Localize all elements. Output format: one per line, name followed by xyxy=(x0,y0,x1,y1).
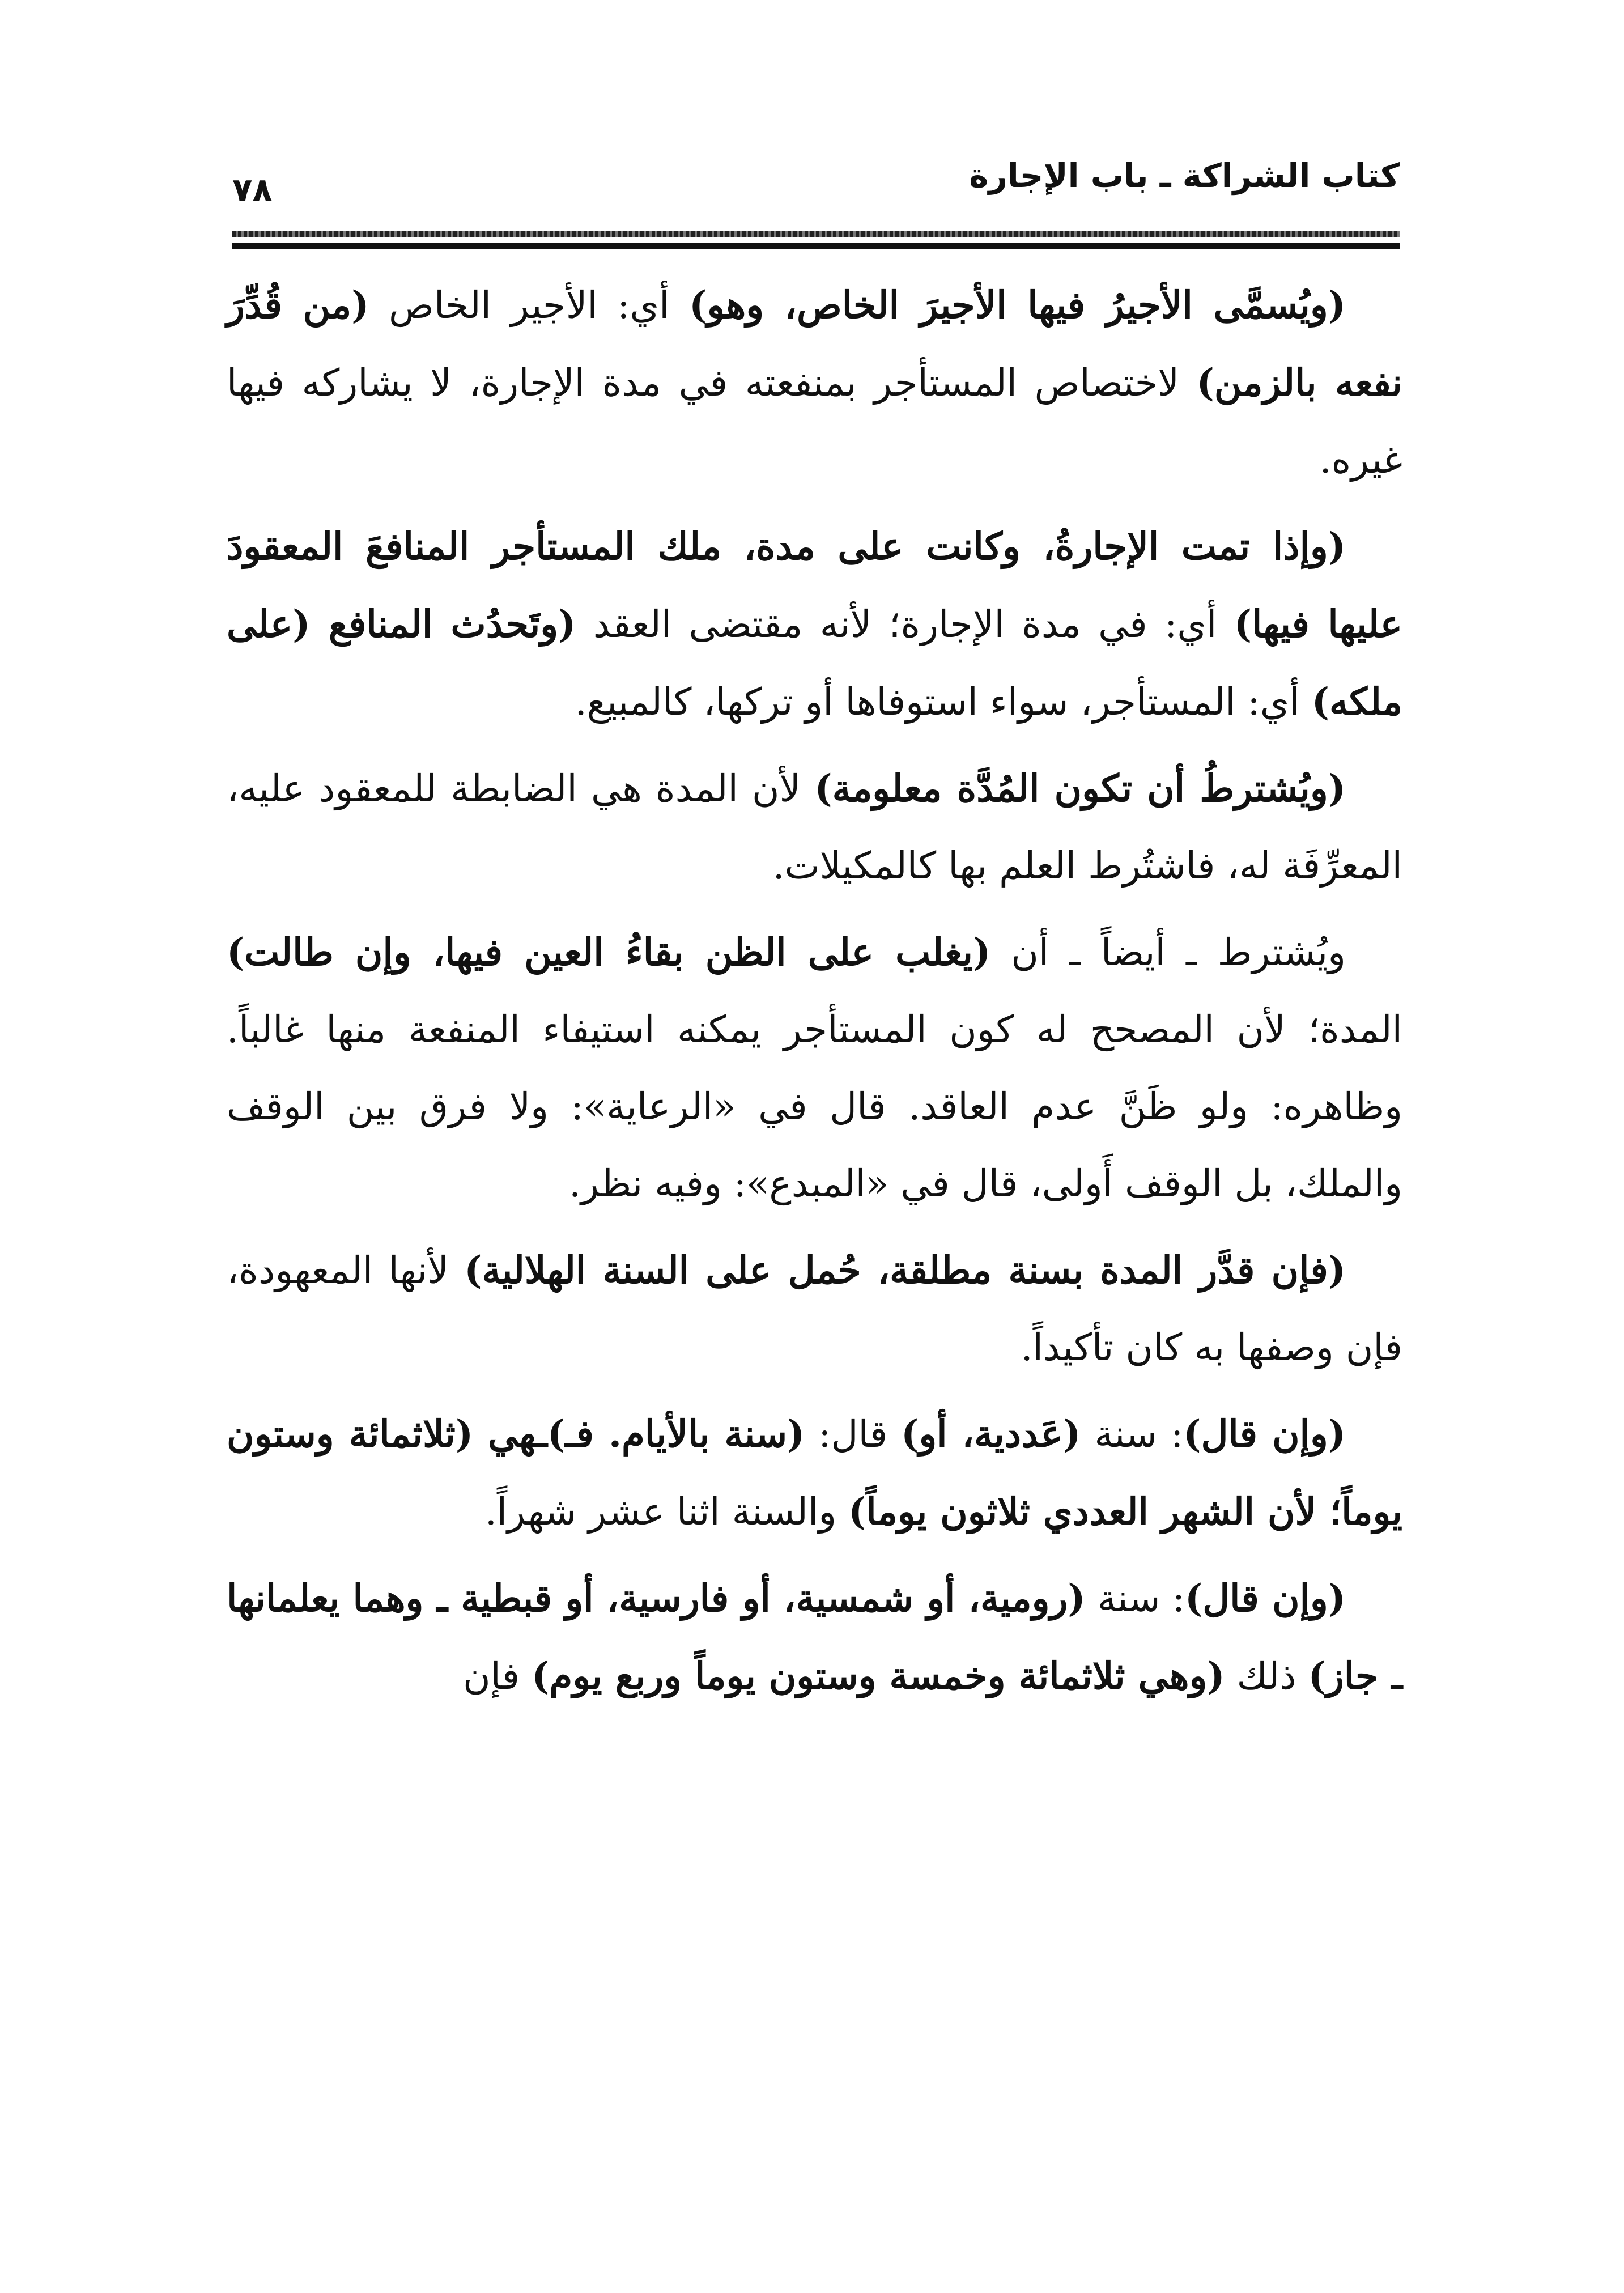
text-segment: (عَددية، أو) xyxy=(901,1412,1081,1456)
text-segment: والسنة اثنا عشر شهراً. xyxy=(484,1490,849,1534)
text-segment: لأنها المعهودة، فإن وصفها به كان تأكيداً. xyxy=(227,1249,1402,1369)
header-rule-thick xyxy=(232,243,1400,249)
text-segment: (وإن قال) xyxy=(1183,1412,1346,1456)
text-segment: (يغلب على الظن بقاءُ العين فيها، وإن طالت) xyxy=(227,930,991,974)
text-segment: : سنة xyxy=(1085,1577,1185,1620)
text-segment: (ويُشترطُ أن تكون المُدَّة معلومة) xyxy=(814,766,1346,810)
text-segment: قال: xyxy=(805,1412,902,1456)
text-segment: (رومية، أو شمسية، أو فارسية، أو قبطية ـ وهما يعلمانها ـ جاز) xyxy=(227,1576,1402,1698)
header-rule-thin xyxy=(232,231,1400,237)
text-segment: فإن xyxy=(463,1654,532,1698)
text-segment: (وهي ثلاثمائة وخمسة وستون يوماً وربع يوم) xyxy=(532,1654,1225,1698)
chapter-title: كتاب الشراكة ـ باب الإجارة xyxy=(969,156,1400,195)
paragraph-6 xyxy=(227,1395,1402,1551)
page-body xyxy=(227,266,1402,2052)
text-segment: (من قُدِّرَ نفعه بالزمن) xyxy=(227,283,1402,405)
text-segment: ذلك xyxy=(1225,1654,1308,1698)
running-header xyxy=(232,153,1400,221)
text-segment: (ويُسمَّى الأجيرُ فيها الأجيرَ الخاص، وهو) xyxy=(689,283,1346,327)
paragraph-2 xyxy=(227,508,1402,741)
text-segment: أي: المستأجر، سواء استوفاها أو تركها، كالمبيع. xyxy=(575,680,1312,724)
text-segment: ويُشترط ـ أيضاً ـ أن xyxy=(990,931,1346,974)
text-segment: (وتَحدُث المنافع (على ملكه) xyxy=(227,602,1402,724)
text-segment: أي: الأجير الخاص xyxy=(369,283,690,327)
paragraph-4 xyxy=(227,914,1402,1222)
text-segment: أي: في مدة الإجارة؛ لأنه مقتضى العقد xyxy=(576,602,1234,646)
text-segment: (سنة بالأيام. فـ)ـهي (ثلاثمائة وستون يوماً؛ لأن الشهر العددي ثلاثون يوماً) xyxy=(227,1412,1402,1534)
text-segment: (وإن قال) xyxy=(1185,1576,1346,1620)
text-segment: (وإذا تمت الإجارةُ، وكانت على مدة، ملك المستأجر المنافعَ المعقودَ عليها فيها) xyxy=(227,524,1402,646)
text-segment: لأن المدة هي الضابطة للمعقود عليه، المعرِّفَة له، فاشتُرط العلم بها كالمكيلات. xyxy=(227,767,1402,888)
text-segment: المدة؛ لأن المصحح له كون المستأجر يمكنه استيفاء المنفعة منها غالباً. وظاهره: ولو ظَنَّ عدم العاقد. قال في «الرعاية»: ولا فرق بين الوقف والملك، بل الوقف أَولى، قال في «المبدع»: وفيه نظر. xyxy=(227,1008,1402,1205)
page-number: ٧٨ xyxy=(232,171,273,209)
paragraph-7 xyxy=(227,1560,1402,1715)
text-segment: لاختصاص المستأجر بمنفعته في مدة الإجارة، لا يشاركه فيها غيره. xyxy=(227,361,1402,482)
paragraph-3 xyxy=(227,750,1402,905)
text-segment: (فإن قدَّر المدة بسنة مطلقة، حُمل على السنة الهلالية) xyxy=(464,1248,1346,1292)
paragraph-5 xyxy=(227,1232,1402,1386)
paragraph-1 xyxy=(227,266,1402,499)
text-segment: : سنة xyxy=(1081,1412,1184,1456)
